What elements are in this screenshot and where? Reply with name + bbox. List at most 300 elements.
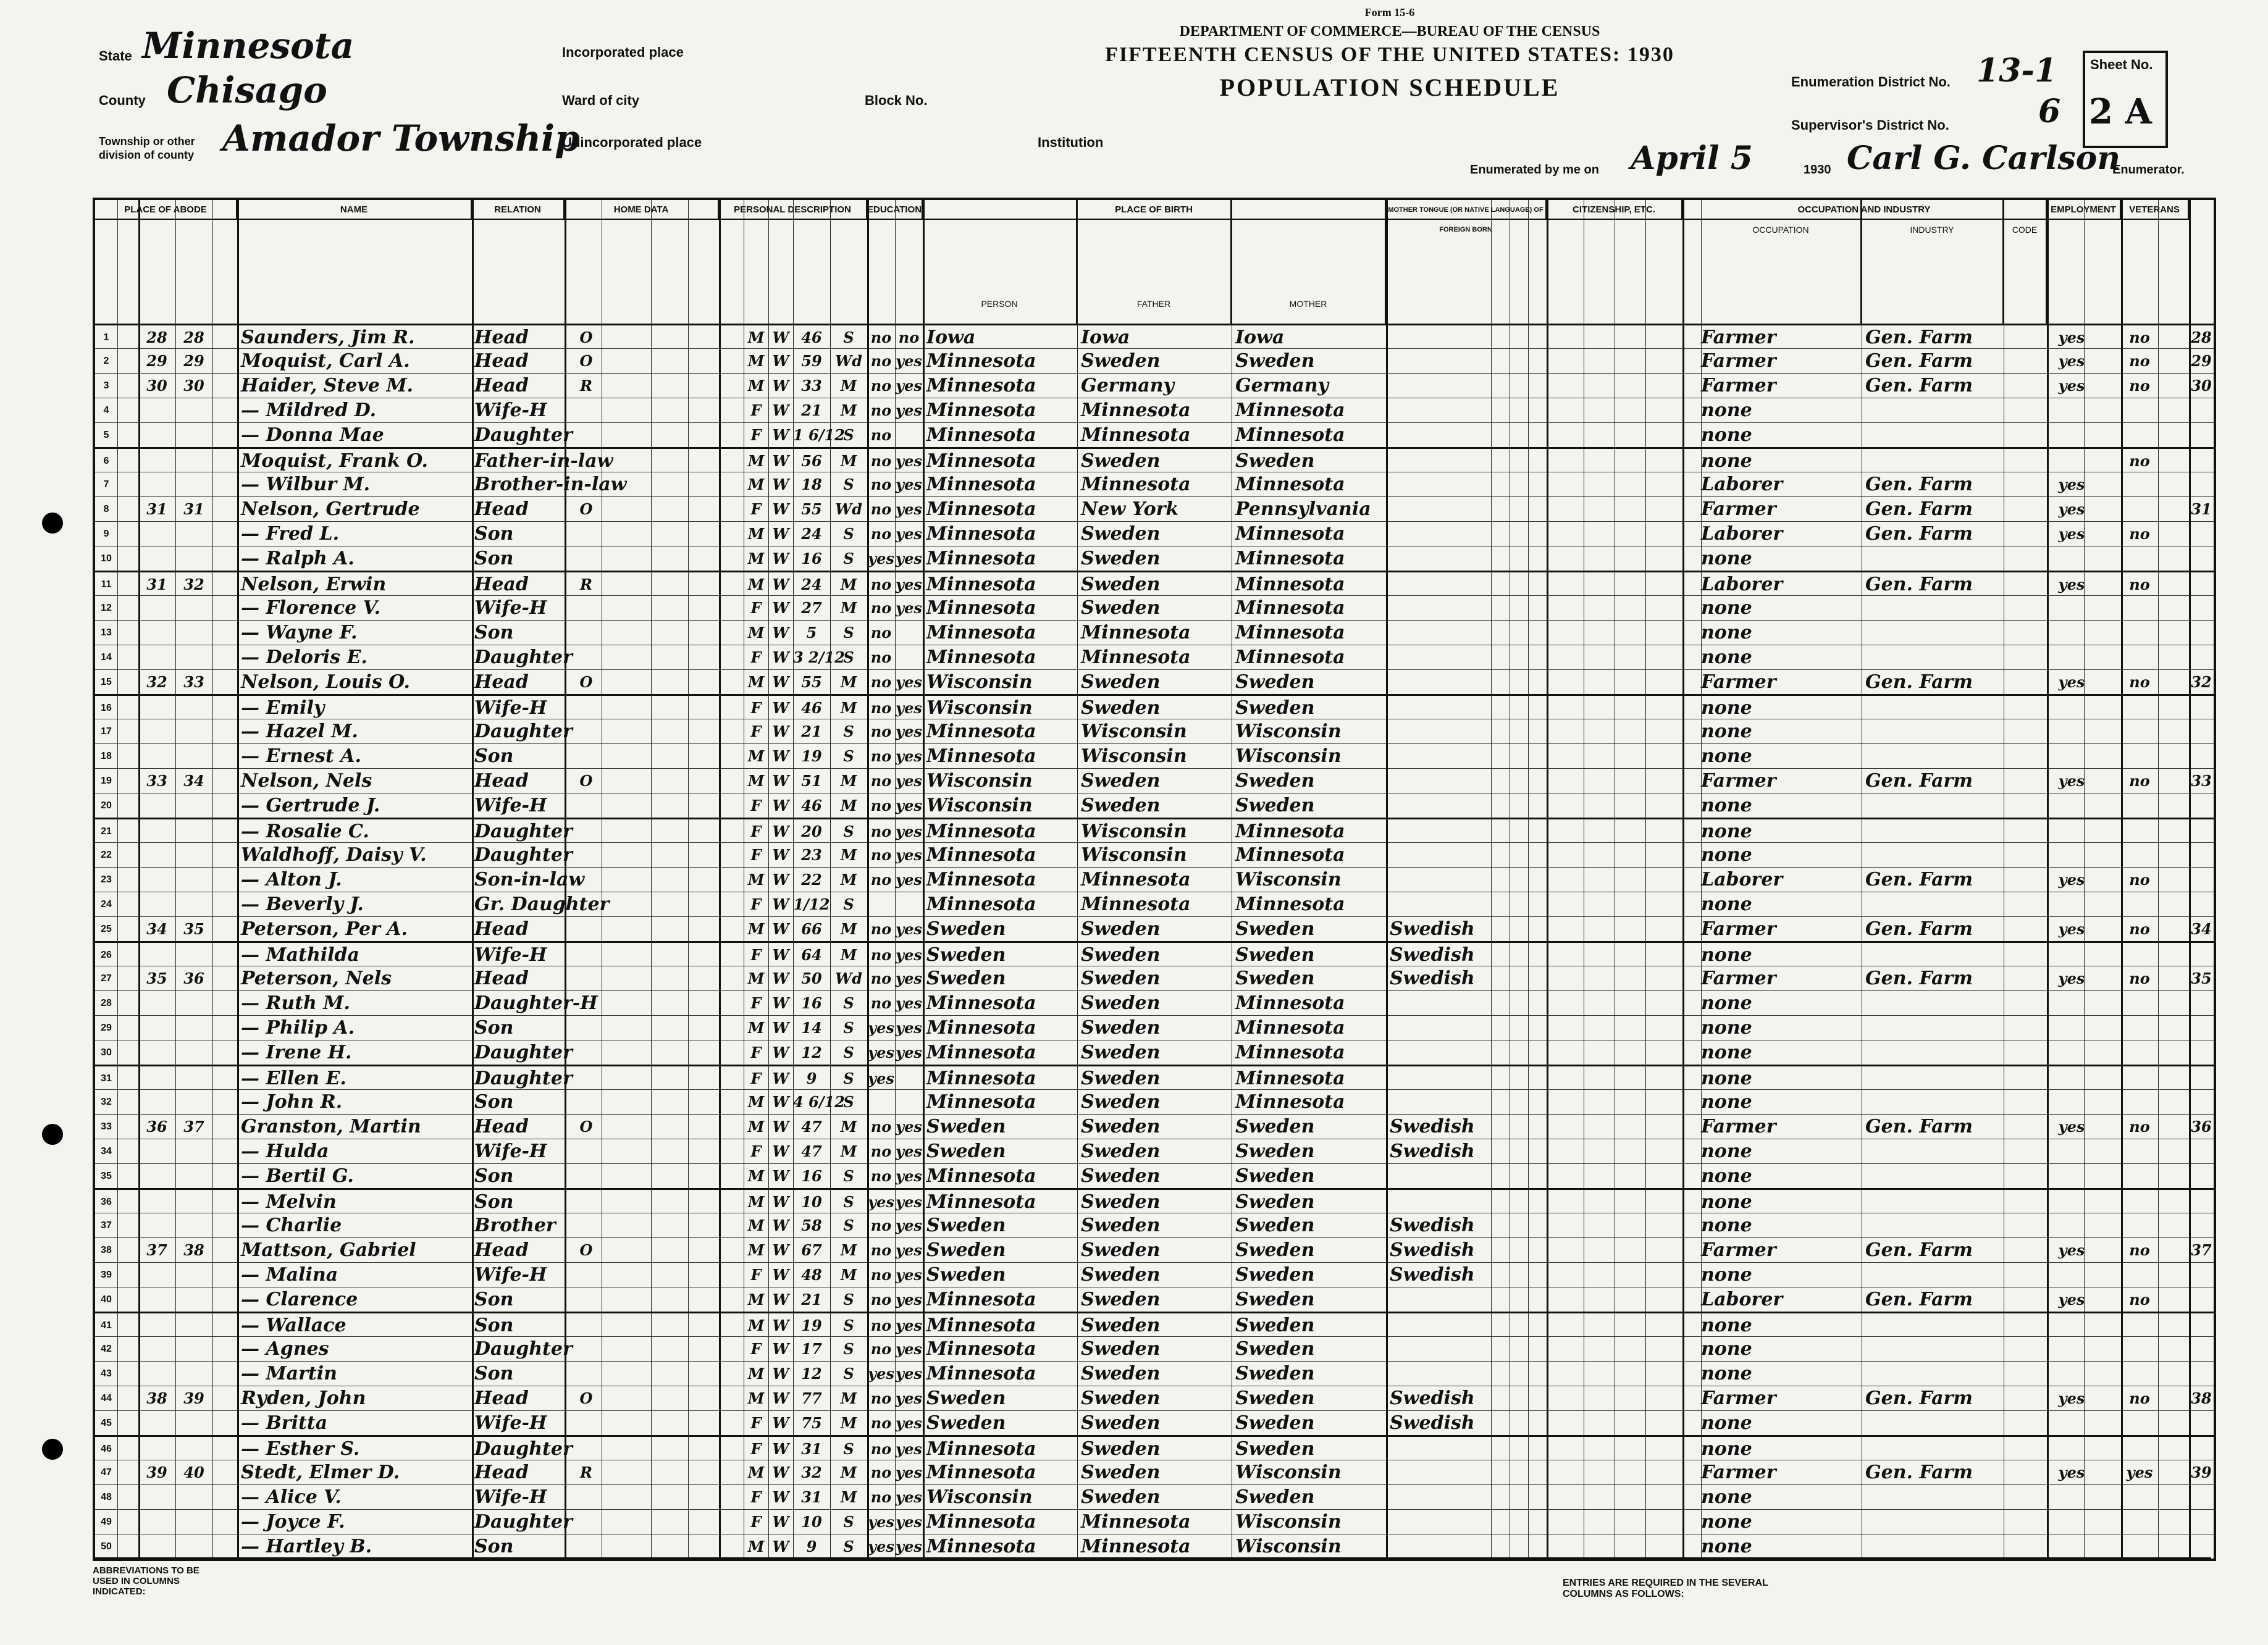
table-row (95, 1213, 2214, 1237)
cell-sch: no (870, 1463, 892, 1481)
cell-pob: Minnesota (926, 1289, 1036, 1310)
table-row (95, 1139, 2214, 1163)
cell-mpob: Minnesota (1235, 1068, 1345, 1089)
cell-emp (2053, 1411, 2090, 1436)
column-rule (1682, 200, 1684, 1559)
line-number: 12 (101, 603, 112, 613)
cell-rel: Head (474, 1462, 529, 1483)
cell-read: yes (896, 352, 922, 370)
cell-fam (175, 645, 212, 670)
line-number: 50 (101, 1541, 112, 1552)
cell-sch: no (870, 1440, 892, 1458)
cell-home: O (579, 329, 593, 346)
cell-mpob: Minnesota (1235, 821, 1345, 842)
cell-fpob: Sweden (1081, 1091, 1161, 1113)
cell-dw (138, 1164, 175, 1189)
enum-district-value: 13-1 (1976, 52, 2057, 90)
cell-dw (138, 1337, 175, 1362)
cell-mpob: Sweden (1235, 697, 1315, 719)
cell-ind (1865, 1313, 2004, 1338)
cell-age: 33 (801, 377, 822, 395)
cell-tongue (1390, 349, 1489, 374)
cell-age: 24 (801, 576, 822, 593)
cell-sex: F (750, 500, 762, 518)
cell-rel: Wife-H (474, 1412, 547, 1434)
cell-vet: no (2129, 352, 2150, 370)
cell-home (571, 917, 602, 942)
cell-race: W (772, 1266, 789, 1284)
cell-age: 31 (801, 1488, 822, 1506)
cell-farm (2189, 1437, 2214, 1462)
cell-fpob: Germany (1081, 375, 1174, 396)
cell-mar: S (843, 648, 854, 666)
cell-race: W (772, 352, 789, 370)
cell-sex: F (750, 648, 762, 666)
cell-fpob: Sweden (1081, 1289, 1161, 1310)
cell-sch: no (870, 772, 892, 790)
line-number: 47 (101, 1467, 112, 1478)
cell-emp: yes (2058, 1389, 2085, 1407)
cell-rel: Daughter (474, 1338, 573, 1360)
cell-sch: no (870, 525, 892, 543)
table-row (95, 1312, 2214, 1336)
table-row (95, 447, 2214, 472)
cell-fpob: Sweden (1081, 1486, 1161, 1508)
cell-age: 4 6/12 (793, 1093, 845, 1111)
cell-tongue (1390, 423, 1489, 448)
cell-name: — Deloris E. (241, 647, 368, 668)
cell-age: 58 (801, 1216, 822, 1234)
cell-fam (175, 991, 212, 1016)
cell-name: — Rosalie C. (241, 821, 369, 842)
cell-pob: Minnesota (926, 498, 1036, 520)
cell-name: — Bertil G. (241, 1165, 354, 1187)
cell-farm (2189, 892, 2214, 917)
cell-emp (2053, 943, 2090, 968)
cell-mar: M (840, 599, 857, 617)
cell-tongue (1390, 1164, 1489, 1189)
cell-age: 31 (801, 1440, 822, 1458)
cell-ind (1865, 819, 2004, 844)
line-number: 33 (101, 1121, 112, 1132)
table-row (95, 521, 2214, 546)
cell-ind: Gen. Farm (1865, 1289, 1973, 1310)
cell-pob: Sweden (926, 918, 1006, 940)
cell-occ: none (1701, 721, 1752, 742)
cell-tongue: Swedish (1390, 1388, 1475, 1409)
cell-ind (1865, 1337, 2004, 1362)
line-number: 30 (101, 1047, 112, 1058)
cell-emp (2053, 1190, 2090, 1215)
cell-mar: S (843, 426, 854, 444)
column-rule (768, 200, 769, 1559)
cell-mar: S (843, 1513, 854, 1531)
group-place-of-abode: PLACE OF ABODE (95, 200, 237, 220)
cell-fam (175, 423, 212, 448)
cell-tongue (1390, 696, 1489, 721)
cell-sch: no (870, 475, 892, 493)
cell-tongue: Swedish (1390, 944, 1475, 966)
ward-label: Ward of city (562, 93, 640, 108)
cell-home (571, 696, 602, 721)
cell-dw (138, 1362, 175, 1386)
cell-pob: Minnesota (926, 597, 1036, 619)
cell-vet (2121, 1139, 2158, 1164)
cell-mpob: Sweden (1235, 1116, 1315, 1137)
cell-pob: Minnesota (926, 450, 1036, 472)
cell-home (571, 1139, 602, 1164)
department-heading: DEPARTMENT OF COMMERCE—BUREAU OF THE CENSUS (1179, 23, 1600, 40)
cell-vet: no (2129, 329, 2150, 346)
cell-occ: none (1701, 1363, 1752, 1384)
cell-occ: none (1701, 1412, 1752, 1434)
column-rule (237, 200, 239, 1559)
cell-home (571, 719, 602, 744)
line-number: 19 (101, 776, 112, 786)
cell-occ: none (1701, 622, 1752, 643)
cell-fam (175, 621, 212, 645)
cell-emp (2053, 1337, 2090, 1362)
cell-read: yes (896, 1266, 922, 1284)
cell-sch: no (870, 1118, 892, 1136)
cell-name: — Emily (241, 697, 325, 719)
cell-dw: 33 (146, 772, 167, 790)
cell-sex: F (750, 797, 762, 814)
cell-rel: Son (474, 622, 514, 643)
cell-name: Peterson, Per A. (241, 918, 408, 940)
cell-read: yes (896, 797, 922, 814)
cell-sex: M (747, 1093, 765, 1111)
cell-pob: Minnesota (926, 622, 1036, 643)
cell-home (571, 1362, 602, 1386)
cell-fam: 37 (183, 1118, 204, 1136)
cell-rel: Daughter (474, 1042, 573, 1063)
cell-read: yes (896, 1414, 922, 1432)
cell-sch: no (870, 722, 892, 740)
cell-fpob: Minnesota (1081, 894, 1191, 915)
cell-rel: Wife-H (474, 795, 547, 816)
cell-ind: Gen. Farm (1865, 1116, 1973, 1137)
cell-dw: 35 (146, 969, 167, 987)
line-number: 35 (101, 1171, 112, 1181)
cell-home (571, 1090, 602, 1115)
cell-occ: none (1701, 992, 1752, 1014)
state-label: State (99, 48, 132, 64)
cell-mpob: Sweden (1235, 1363, 1315, 1384)
cell-age: 18 (801, 475, 822, 493)
cell-sch: no (870, 673, 892, 691)
cell-dw (138, 621, 175, 645)
cell-vet (2121, 696, 2158, 721)
cell-home (571, 1437, 602, 1462)
cell-occ: none (1701, 1338, 1752, 1360)
cell-sex: M (747, 1365, 765, 1383)
cell-ind: Gen. Farm (1865, 1239, 1973, 1261)
cell-mpob: Sweden (1235, 1191, 1315, 1213)
cell-home (571, 892, 602, 917)
cell-tongue (1390, 449, 1489, 474)
cell-name: Nelson, Erwin (241, 574, 387, 595)
cell-occ: none (1701, 1215, 1752, 1236)
cell-mpob: Sweden (1235, 1264, 1315, 1286)
cell-name: — Gertrude J. (241, 795, 380, 816)
cell-read: no (898, 329, 920, 346)
col-person: PERSON (923, 200, 1077, 324)
cell-race: W (772, 1118, 789, 1136)
cell-tongue (1390, 670, 1489, 695)
cell-mpob: Sweden (1235, 1315, 1315, 1336)
cell-rel: Head (474, 1388, 529, 1409)
cell-name: Nelson, Louis O. (241, 671, 410, 693)
cell-emp: yes (2058, 772, 2085, 790)
cell-age: 66 (801, 920, 822, 938)
cell-vet: no (2129, 525, 2150, 543)
county-value: Chisago (167, 69, 327, 111)
cell-vet (2121, 1534, 2158, 1559)
cell-home (571, 1263, 602, 1287)
cell-fam (175, 1485, 212, 1510)
cell-race: W (772, 1216, 789, 1234)
cell-rel: Head (474, 327, 529, 348)
cell-fam (175, 744, 212, 769)
line-number: 14 (101, 652, 112, 663)
cell-mar: M (840, 452, 857, 470)
line-number: 21 (101, 826, 112, 837)
cell-ind (1865, 744, 2004, 769)
group-name: NAME (237, 200, 472, 220)
column-rule (1645, 200, 1646, 1559)
cell-vet (2121, 1190, 2158, 1215)
group-employment: EMPLOYMENT (2047, 200, 2121, 220)
cell-mar: M (840, 699, 857, 717)
cell-tongue (1390, 1090, 1489, 1115)
cell-mpob: Sweden (1235, 1289, 1315, 1310)
cell-read: yes (896, 1440, 922, 1458)
cell-emp (2053, 1016, 2090, 1040)
cell-mar: M (840, 846, 857, 864)
block-label: Block No. (865, 93, 928, 108)
cell-dw (138, 696, 175, 721)
cell-fam (175, 892, 212, 917)
cell-emp (2053, 719, 2090, 744)
cell-race: W (772, 946, 789, 964)
cell-race: W (772, 797, 789, 814)
cell-sch: no (870, 1167, 892, 1185)
cell-vet (2121, 1213, 2158, 1238)
cell-sex: M (747, 525, 765, 543)
cell-emp (2053, 621, 2090, 645)
cell-sex: M (747, 452, 765, 470)
line-number: 2 (103, 356, 109, 366)
cell-sch: yes (868, 1193, 894, 1211)
cell-dw (138, 1190, 175, 1215)
cell-race: W (772, 475, 789, 493)
cell-read: yes (896, 673, 922, 691)
cell-vet (2121, 793, 2158, 818)
cell-race: W (772, 1340, 789, 1358)
col-code: CODE (2004, 200, 2047, 324)
abbrev-label: ABBREVIATIONS TO BE USED IN COLUMNS INDICATED: (93, 1565, 200, 1597)
cell-pob: Wisconsin (926, 671, 1033, 693)
cell-fpob: New York (1081, 498, 1179, 520)
column-rule (175, 200, 176, 1559)
cell-sch: no (870, 822, 892, 840)
cell-rel: Daughter (474, 647, 573, 668)
cell-tongue (1390, 1066, 1489, 1091)
cell-occ: none (1701, 424, 1752, 446)
cell-age: 46 (801, 797, 822, 814)
cell-ind (1865, 719, 2004, 744)
cell-dw: 36 (146, 1118, 167, 1136)
cell-rel: Son (474, 523, 514, 545)
cell-farm: 34 (2191, 920, 2212, 938)
cell-mar: M (840, 946, 857, 964)
cell-dw (138, 943, 175, 968)
cell-mpob: Sweden (1235, 450, 1315, 472)
cell-dw (138, 1066, 175, 1091)
cell-sex: F (750, 599, 762, 617)
cell-pob: Iowa (926, 327, 976, 348)
table-row (95, 966, 2214, 990)
cell-tongue (1390, 793, 1489, 818)
col-father: FATHER (1077, 200, 1232, 324)
cell-emp (2053, 1213, 2090, 1238)
cell-rel: Wife-H (474, 400, 547, 421)
table-row (95, 867, 2214, 892)
cell-ind (1865, 1164, 2004, 1189)
column-rule (1491, 200, 1492, 1559)
cell-age: 9 (806, 1069, 817, 1087)
cell-race: W (772, 500, 789, 518)
cell-fpob: Sweden (1081, 1338, 1161, 1360)
cell-occ: none (1701, 1165, 1752, 1187)
cell-ind: Gen. Farm (1865, 1388, 1973, 1409)
cell-home (571, 472, 602, 497)
cell-age: 17 (801, 1340, 822, 1358)
cell-farm (2189, 572, 2214, 597)
cell-race: W (772, 1365, 789, 1383)
cell-race: W (772, 426, 789, 444)
cell-sch: no (870, 994, 892, 1012)
cell-race: W (772, 576, 789, 593)
cell-name: — Donna Mae (241, 424, 384, 446)
cell-age: 24 (801, 525, 822, 543)
cell-read: yes (896, 822, 922, 840)
table-row (95, 694, 2214, 719)
column-rule (867, 200, 869, 1559)
cell-pob: Minnesota (926, 548, 1036, 569)
cell-tongue: Swedish (1390, 1239, 1475, 1261)
cell-emp (2053, 1263, 2090, 1287)
cell-rel: Son (474, 1191, 514, 1213)
cell-emp (2053, 398, 2090, 423)
cell-farm (2189, 423, 2214, 448)
cell-home: O (579, 1389, 593, 1407)
line-number: 7 (103, 479, 109, 490)
line-number: 49 (101, 1517, 112, 1527)
cell-dw (138, 744, 175, 769)
cell-dw (138, 1287, 175, 1312)
cell-fpob: Sweden (1081, 597, 1161, 619)
cell-dw: 37 (146, 1241, 167, 1259)
cell-tongue (1390, 1016, 1489, 1040)
cell-farm: 37 (2191, 1241, 2212, 1259)
cell-pob: Sweden (926, 1239, 1006, 1261)
cell-ind (1865, 1190, 2004, 1215)
cell-emp (2053, 1437, 2090, 1462)
cell-emp: yes (2058, 525, 2085, 543)
cell-rel: Daughter (474, 844, 573, 866)
cell-race: W (772, 1069, 789, 1087)
cell-fam: 31 (183, 500, 204, 518)
table-row (95, 373, 2214, 398)
cell-fam: 33 (183, 673, 204, 691)
cell-fam (175, 1040, 212, 1065)
cell-name: — Mathilda (241, 944, 359, 966)
cell-name: — Alice V. (241, 1486, 342, 1508)
cell-name: — Irene H. (241, 1042, 352, 1063)
cell-fpob: Sweden (1081, 350, 1161, 372)
cell-fam (175, 1164, 212, 1189)
cell-pob: Minnesota (926, 821, 1036, 842)
cell-sex: M (747, 475, 765, 493)
cell-sex: M (747, 1291, 765, 1308)
cell-sex: M (747, 576, 765, 593)
line-number: 48 (101, 1492, 112, 1502)
cell-mpob: Minnesota (1235, 400, 1345, 421)
cell-vet: no (2129, 1241, 2150, 1259)
cell-race: W (772, 1316, 789, 1334)
punch-hole (42, 1124, 63, 1145)
cell-fam: 36 (183, 969, 204, 987)
cell-pob: Minnesota (926, 721, 1036, 742)
cell-rel: Son (474, 1165, 514, 1187)
cell-ind (1865, 423, 2004, 448)
cell-sch: no (870, 1266, 892, 1284)
cell-home (571, 1040, 602, 1065)
cell-vet (2121, 1313, 2158, 1338)
cell-mpob: Sweden (1235, 1141, 1315, 1162)
cell-dw (138, 1016, 175, 1040)
cell-sch: no (870, 1216, 892, 1234)
cell-fpob: Sweden (1081, 1116, 1161, 1137)
cell-emp (2053, 596, 2090, 621)
cell-rel: Wife-H (474, 1486, 547, 1508)
cell-sch: no (870, 500, 892, 518)
cell-fpob: Wisconsin (1081, 844, 1187, 866)
cell-read: yes (896, 525, 922, 543)
cell-read: yes (896, 946, 922, 964)
cell-tongue (1390, 1362, 1489, 1386)
cell-sex: F (750, 1069, 762, 1087)
cell-age: 23 (801, 846, 822, 864)
cell-name: — Charlie (241, 1215, 342, 1236)
table-row (95, 1040, 2214, 1065)
cell-vet: no (2129, 1291, 2150, 1308)
cell-pob: Minnesota (926, 1191, 1036, 1213)
enumerated-year: 1930 (1804, 163, 1831, 177)
cell-fpob: Sweden (1081, 1388, 1161, 1409)
table-row (95, 1484, 2214, 1509)
incorporated-label: Incorporated place (562, 44, 684, 60)
cell-pob: Wisconsin (926, 770, 1033, 792)
cell-read: yes (896, 1241, 922, 1259)
cell-home: O (579, 1241, 593, 1259)
cell-mpob: Wisconsin (1235, 745, 1342, 767)
cell-sex: F (750, 1142, 762, 1160)
col-occupation: OCCUPATION (1701, 200, 1862, 324)
cell-mar: S (843, 1538, 854, 1555)
